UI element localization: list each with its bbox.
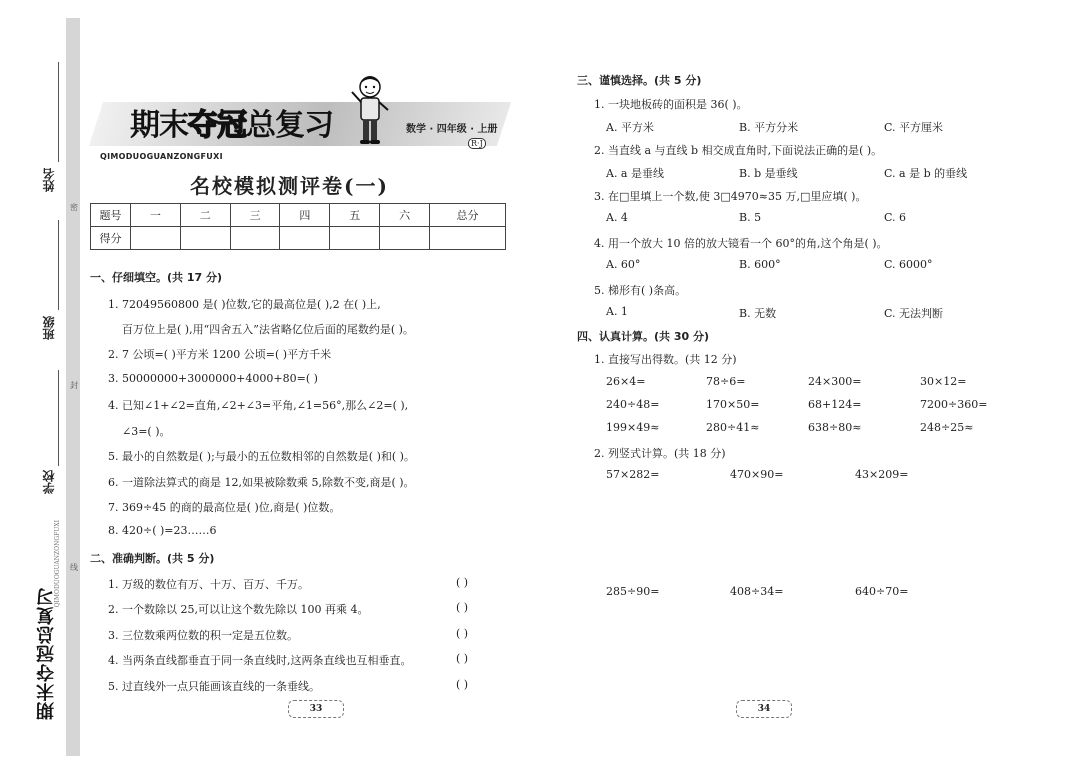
- choice-option-c[interactable]: C. 无法判断: [884, 307, 944, 320]
- choice-option-c[interactable]: C. 平方厘米: [884, 121, 944, 134]
- choice-option-c[interactable]: C. 6: [884, 211, 907, 224]
- judge-item: 1. 万级的数位有万、十万、百万、千万。: [108, 578, 309, 591]
- fill-question-line: 2. 7 公顷=( )平方米 1200 公顷=( )平方千米: [108, 348, 332, 361]
- direct-calc-item: 30×12=: [920, 375, 967, 388]
- score-cell[interactable]: [430, 227, 506, 250]
- choice-option-a[interactable]: A. 平方米: [606, 121, 654, 134]
- choice-option-b[interactable]: B. 无数: [739, 307, 777, 320]
- choice-question: 3. 在□里填上一个数,使 3□4970≈35 万,□里应填( )。: [594, 190, 867, 203]
- banner-title-a: 期末: [130, 108, 188, 143]
- choice-option-b[interactable]: B. 平方分米: [739, 121, 799, 134]
- score-table-header-row: [91, 204, 506, 227]
- score-header-cell: 题号: [91, 204, 131, 227]
- score-header-cell: 总分: [430, 204, 506, 227]
- direct-calc-item: 240÷48=: [606, 398, 660, 411]
- fill-question-line: 8. 420÷( )=23……6: [108, 524, 217, 537]
- fill-question-line: 1. 72049560800 是( )位数,它的最高位是( ),2 在( )上,: [108, 298, 381, 311]
- class-label: 班级: [42, 316, 56, 340]
- score-header-cell: 二: [180, 204, 230, 227]
- direct-calc-item: 199×49≈: [606, 421, 660, 434]
- banner-title-b: 夺冠: [188, 108, 246, 143]
- score-cell[interactable]: [230, 227, 280, 250]
- judge-item: 3. 三位数乘两位数的积一定是五位数。: [108, 629, 298, 642]
- judge-bracket[interactable]: ( ): [456, 601, 469, 614]
- choice-option-a[interactable]: A. 4: [606, 211, 628, 224]
- score-header-cell: 五: [330, 204, 380, 227]
- banner-pinyin: QIMODUOGUANZONGFUXI: [100, 152, 223, 161]
- judge-item: 4. 当两条直线都垂直于同一条直线时,这两条直线也互相垂直。: [108, 654, 412, 667]
- page-number-left: 33: [288, 700, 344, 718]
- vertical-calc-item: 640÷70=: [855, 585, 909, 598]
- choice-question: 2. 当直线 a 与直线 b 相交成直角时,下面说法正确的是( )。: [594, 144, 883, 157]
- score-cell[interactable]: [380, 227, 430, 250]
- paper-title: 名校模拟测评卷(一): [190, 174, 389, 198]
- score-header-cell: 六: [380, 204, 430, 227]
- edition-badge: R·J: [468, 138, 486, 149]
- choice-option-c[interactable]: C. 6000°: [884, 258, 933, 271]
- fill-question-line: 7. 369÷45 的商的最高位是( )位,商是( )位数。: [108, 501, 341, 514]
- fill-question-line: 3. 50000000+3000000+4000+80=( ): [108, 372, 318, 385]
- choice-option-b[interactable]: B. b 是垂线: [739, 167, 798, 180]
- choice-option-c[interactable]: C. a 是 b 的垂线: [884, 167, 968, 180]
- judge-bracket[interactable]: ( ): [456, 678, 469, 691]
- fill-question-line: 百万位上是( ),用“四舍五入”法省略亿位后面的尾数约是( )。: [122, 323, 414, 336]
- school-label: 学校: [42, 470, 56, 494]
- side-brand: 期末夺冠总复习: [36, 587, 57, 720]
- fill-question-line: ∠3=( )。: [122, 425, 171, 438]
- direct-calc-item: 68+124=: [808, 398, 862, 411]
- score-row-label: 得分: [91, 227, 131, 250]
- judge-item: 2. 一个数除以 25,可以让这个数先除以 100 再乘 4。: [108, 603, 369, 616]
- name-label: 姓名: [42, 168, 56, 192]
- fill-question-line: 4. 已知∠1+∠2=直角,∠2+∠3=平角,∠1=56°,那么∠2=( ),: [108, 399, 409, 412]
- score-header-cell: 一: [131, 204, 181, 227]
- choice-option-a[interactable]: A. 60°: [606, 258, 641, 271]
- direct-calc-item: 78÷6=: [706, 375, 746, 388]
- name-line: [58, 62, 59, 162]
- banner-subtitle: 数学 · 四年级 · 上册: [406, 124, 498, 135]
- fill-question-line: 6. 一道除法算式的商是 12,如果被除数乘 5,除数不变,商是( )。: [108, 476, 415, 489]
- choice-question: 1. 一块地板砖的面积是 36( )。: [594, 98, 748, 111]
- direct-calc-title: 1. 直接写出得数。(共 12 分): [594, 353, 737, 366]
- direct-calc-item: 24×300=: [808, 375, 862, 388]
- vertical-calc-item: 43×209=: [855, 468, 909, 481]
- section3-title: 三、谨慎选择。(共 5 分): [577, 74, 702, 87]
- vertical-calc-title: 2. 列竖式计算。(共 18 分): [594, 447, 726, 460]
- judge-item: 5. 过直线外一点只能画该直线的一条垂线。: [108, 680, 320, 693]
- score-cell[interactable]: [131, 227, 181, 250]
- choice-question: 4. 用一个放大 10 倍的放大镜看一个 60°的角,这个角是( )。: [594, 237, 888, 250]
- choice-question: 5. 梯形有( )条高。: [594, 284, 687, 297]
- section2-title: 二、准确判断。(共 5 分): [90, 552, 215, 565]
- seal-mark-3: 线: [70, 563, 78, 572]
- mascot-boy-icon: [348, 74, 392, 148]
- score-table: [90, 203, 506, 250]
- banner-title: [130, 100, 333, 144]
- score-cell[interactable]: [180, 227, 230, 250]
- choice-option-a[interactable]: A. a 是垂线: [606, 167, 664, 180]
- direct-calc-item: 7200÷360=: [920, 398, 988, 411]
- direct-calc-item: 280÷41≈: [706, 421, 760, 434]
- section1-title: 一、仔细填空。(共 17 分): [90, 271, 223, 284]
- direct-calc-item: 170×50=: [706, 398, 760, 411]
- class-line: [58, 220, 59, 310]
- page-number-right: 34: [736, 700, 792, 718]
- side-brand-pinyin: QIMODUOGUANZONGFUXI: [54, 520, 61, 608]
- seal-mark-2: 封: [70, 381, 78, 390]
- judge-bracket[interactable]: ( ): [456, 652, 469, 665]
- score-cell[interactable]: [280, 227, 330, 250]
- choice-option-a[interactable]: A. 1: [606, 305, 628, 318]
- vertical-calc-item: 470×90=: [730, 468, 784, 481]
- choice-option-b[interactable]: B. 5: [739, 211, 762, 224]
- vertical-calc-item: 285÷90=: [606, 585, 660, 598]
- seal-mark-1: 密: [70, 203, 78, 212]
- vertical-calc-item: 408÷34=: [730, 585, 784, 598]
- score-cell[interactable]: [330, 227, 380, 250]
- direct-calc-item: 26×4=: [606, 375, 646, 388]
- banner-title-c: 总复习: [246, 108, 333, 143]
- score-header-cell: 三: [230, 204, 280, 227]
- banner: [96, 96, 504, 152]
- choice-option-b[interactable]: B. 600°: [739, 258, 781, 271]
- score-table-row: [91, 227, 506, 250]
- score-header-cell: 四: [280, 204, 330, 227]
- fill-question-line: 5. 最小的自然数是( );与最小的五位数相邻的自然数是( )和( )。: [108, 450, 415, 463]
- vertical-calc-item: 57×282=: [606, 468, 660, 481]
- judge-bracket[interactable]: ( ): [456, 627, 469, 640]
- school-line: [58, 370, 59, 466]
- direct-calc-item: 248÷25≈: [920, 421, 974, 434]
- judge-bracket[interactable]: ( ): [456, 576, 469, 589]
- direct-calc-item: 638÷80≈: [808, 421, 862, 434]
- section4-title: 四、认真计算。(共 30 分): [577, 330, 710, 343]
